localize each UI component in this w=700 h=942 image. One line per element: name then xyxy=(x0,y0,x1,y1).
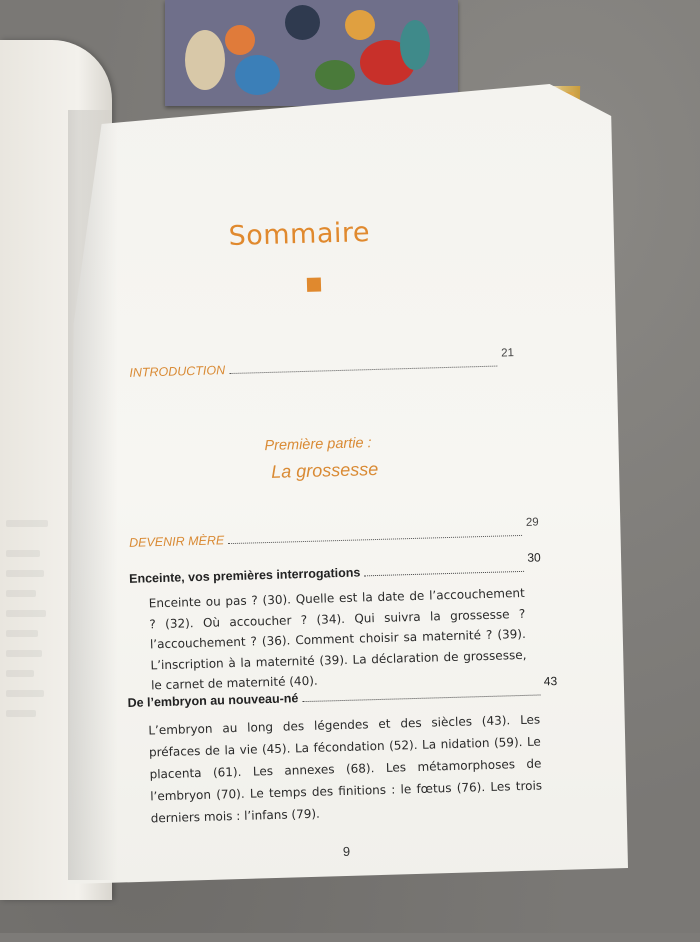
toc-chapter-1 xyxy=(128,550,541,586)
chapter-1-title: Enceinte, vos premières interrogations xyxy=(128,565,361,586)
toc-section xyxy=(128,516,539,550)
chapter-1-page: 30 xyxy=(527,550,541,565)
leader-dots xyxy=(228,535,522,544)
leader-dots xyxy=(364,571,523,576)
leader-dots xyxy=(302,694,540,702)
toc-introduction xyxy=(129,347,515,380)
toc-introduction-label: INTRODUCTION xyxy=(129,363,226,380)
chapter-1-contents: Enceinte ou pas ? (30). Quelle est la date de l’accouchement ? (32). Où accoucher ? (34). Qui suivra la grossesse ? l’accouchement ? (36). Comment choisir sa maternité ? (39). L’inscription à la maternité (39). La déclaration de grossesse, le carnet de maternité (40). xyxy=(148,585,527,693)
chapter-2-page: 43 xyxy=(543,674,558,689)
page-title: Sommaire xyxy=(228,217,371,253)
chapter-2-contents: L’embryon au long des légendes et des siècles (43). Les préfaces de la vie (45). La fécondation (52). La nidation (59). Le placenta (61). Les annexes (68). Les métamorphoses de l’embryon (70). Le temps des finitions : le fœtus (76). Les trois derniers mois : l’infans (79). xyxy=(148,712,543,826)
page-number: 9 xyxy=(342,843,351,860)
toc-section-label: DEVENIR MÈRE xyxy=(128,533,225,550)
part-label: Première partie : xyxy=(264,435,372,455)
toc-introduction-page: 21 xyxy=(501,347,515,360)
chapter-2-title: De l’embryon au nouveau-né xyxy=(127,691,299,711)
part-title: La grossesse xyxy=(270,458,379,482)
leader-dots xyxy=(229,366,497,374)
toc-section-page: 29 xyxy=(525,516,539,529)
orange-square-ornament xyxy=(307,277,321,291)
